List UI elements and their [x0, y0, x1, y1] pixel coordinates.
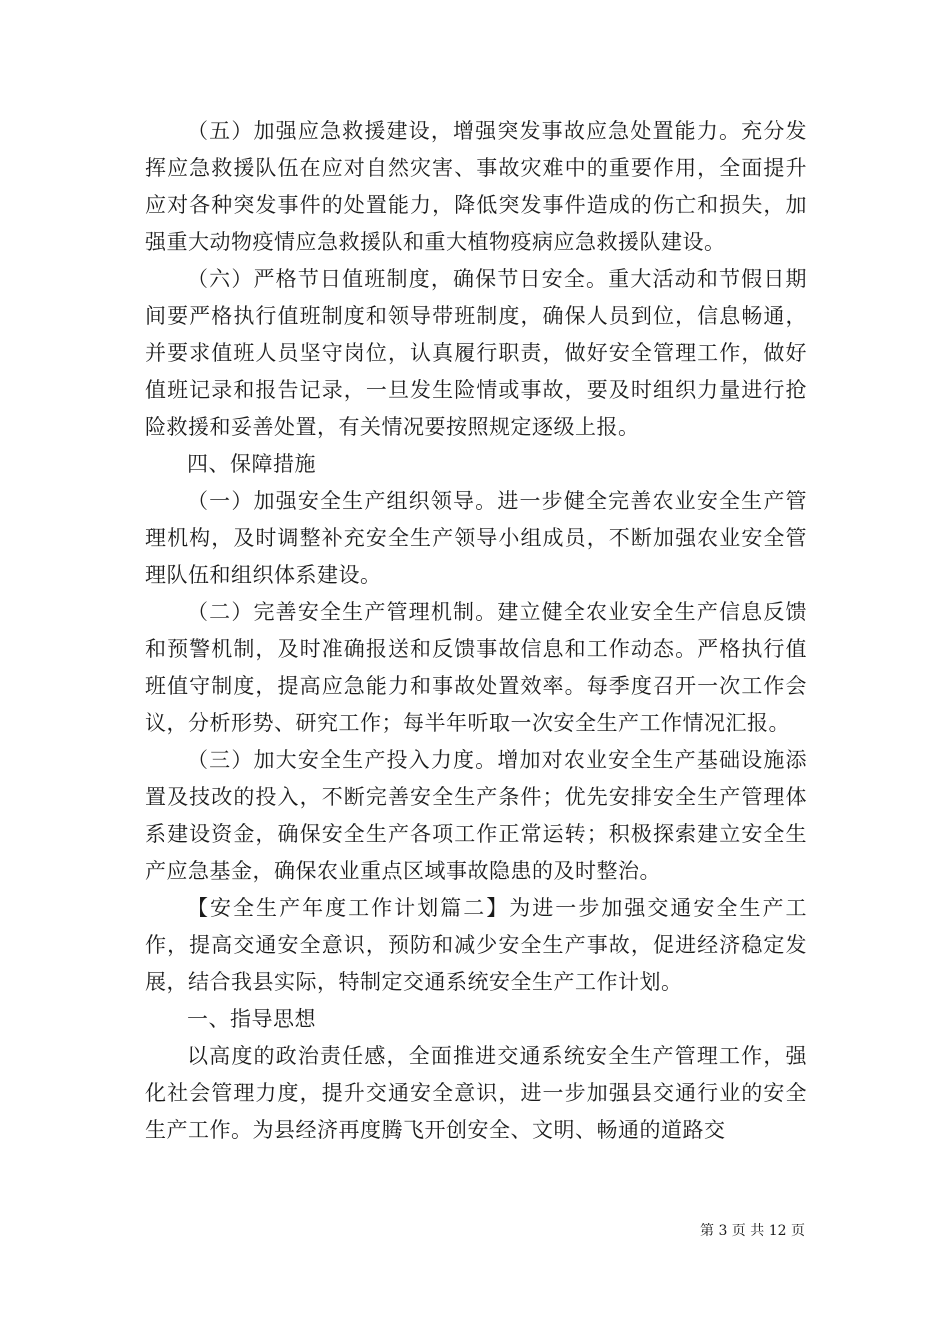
paragraph-holiday-duty: （六）严格节日值班制度，确保节日安全。重大活动和节假日期间要严格执行值班制度和领导带班制度，确保人员到位，信息畅通，并要求值班人员坚守岗位，认真履行职责，做好安全管理工作，做好值班记录和报告记录，一旦发生险情或事故，要及时组织力量进行抢险救援和妥善处置，有关情况要按照规定逐级上报。: [145, 267, 807, 439]
section-heading-guiding-ideology: 一、指导思想: [187, 1007, 316, 1031]
page-number-footer: 第 3 页 共 12 页: [700, 1223, 805, 1239]
section-heading-safeguards: 四、保障措施: [187, 452, 316, 476]
paragraph-management-mechanism: （二）完善安全生产管理机制。建立健全农业安全生产信息反馈和预警机制，及时准确报送和反馈事故信息和工作动态。严格执行值班值守制度，提高应急能力和事故处置效率。每季度召开一次工作会议，分析形势、研究工作；每半年听取一次安全生产工作情况汇报。: [145, 600, 807, 735]
paragraph-organization-leadership: （一）加强安全生产组织领导。进一步健全完善农业安全生产管理机构，及时调整补充安全生产领导小组成员，不断加强农业安全管理队伍和组织体系建设。: [145, 489, 807, 587]
paragraph-investment: （三）加大安全生产投入力度。增加对农业安全生产基础设施添置及技改的投入，不断完善安全生产条件；优先安排安全生产管理体系建设资金，确保安全生产各项工作正常运转；积极探索建立安全生产应急基金，确保农业重点区域事故隐患的及时整治。: [145, 748, 807, 883]
document-body: [145, 113, 807, 1149]
paragraph-guiding-ideology: 以高度的政治责任感，全面推进交通系统安全生产管理工作，强化社会管理力度，提升交通安全意识，进一步加强县交通行业的安全生产工作。为县经济再度腾飞开创安全、文明、畅通的道路交: [145, 1044, 807, 1142]
paragraph-plan-part-two: 【安全生产年度工作计划篇二】为进一步加强交通安全生产工作，提高交通安全意识，预防和减少安全生产事故，促进经济稳定发展，结合我县实际，特制定交通系统安全生产工作计划。: [145, 896, 807, 994]
paragraph-emergency-rescue: （五）加强应急救援建设，增强突发事故应急处置能力。充分发挥应急救援队伍在应对自然灾害、事故灾难中的重要作用，全面提升应对各种突发事件的处置能力，降低突发事件造成的伤亡和损失，加强重大动物疫情应急救援队和重大植物疫病应急救援队建设。: [145, 119, 807, 254]
